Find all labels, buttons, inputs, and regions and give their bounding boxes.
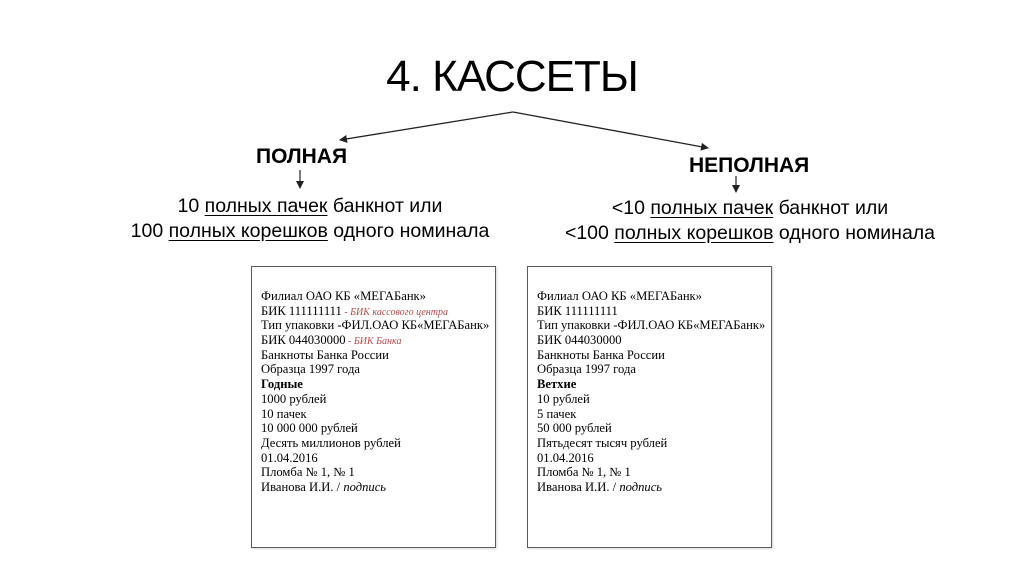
label-signer-name: Иванова И.И. [537, 479, 610, 494]
partial-line1-prefix: <10 [611, 197, 651, 219]
label-bik2: БИК 044030000 [261, 333, 346, 348]
label-signer-sep: / [333, 479, 344, 494]
label-seal: Пломба № 1, № 1 [537, 465, 631, 480]
label-bik-bank [261, 333, 489, 348]
label-signer [261, 480, 489, 495]
label-notes: Банкноты Банка России [261, 347, 389, 362]
label-bik1-note: БИК кассового центра [350, 306, 448, 318]
partial-line2-underlined: полных корешков [614, 222, 774, 244]
label-denomination: 1000 рублей [261, 391, 327, 406]
label-series: Образца 1997 года [537, 362, 636, 377]
label-signature: подпись [343, 479, 387, 494]
full-line2-suffix: одного номинала [327, 220, 490, 242]
label-amount-words: Пятьдесят тысяч рублей [537, 435, 668, 450]
label-pack-type: Тип упаковки -ФИЛ.ОАО КБ«МЕГАБанк» [537, 318, 766, 333]
label-signer-sep: / [609, 479, 620, 494]
full-line1-suffix: банкнот или [327, 195, 443, 217]
partial-cassette-label [527, 266, 772, 548]
partial-description [500, 196, 1000, 246]
page-title: 4. КАССЕТЫ [386, 52, 638, 101]
label-branch: Филиал ОАО КБ «МЕГАБанк» [261, 289, 426, 303]
label-branch: Филиал ОАО КБ «МЕГАБанк» [537, 289, 702, 303]
label-notes: Банкноты Банка России [537, 347, 665, 362]
label-status: Ветхие [537, 377, 577, 392]
label-signature: подпись [619, 479, 663, 494]
label-bik-bank: БИК 044030000 [537, 333, 622, 348]
heading-full: ПОЛНАЯ [256, 145, 348, 168]
partial-line1-underlined: полных пачек [650, 197, 774, 219]
full-line2-prefix: 100 [130, 220, 169, 242]
label-bik-cash-center: БИК 111111111 [537, 303, 618, 318]
label-series: Образца 1997 года [261, 362, 360, 377]
partial-desc-line2 [500, 221, 1000, 246]
label-signer-name: Иванова И.И. [261, 479, 334, 494]
label-amount: 50 000 рублей [537, 421, 612, 436]
partial-line2-prefix: <100 [564, 222, 615, 244]
full-desc-line1 [60, 194, 560, 219]
label-bik-cash-center [261, 304, 489, 319]
full-line2-underlined: полных корешков [168, 220, 328, 242]
label-bik1: БИК 111111111 [261, 303, 342, 318]
label-seal: Пломба № 1, № 1 [261, 465, 355, 480]
arrow-to-full [340, 112, 513, 140]
partial-desc-line1 [500, 196, 1000, 221]
label-amount: 10 000 000 рублей [261, 421, 358, 436]
full-line1-underlined: полных пачек [204, 195, 328, 217]
arrow-to-partial [513, 112, 708, 148]
label-denomination: 10 рублей [537, 391, 590, 406]
partial-line1-suffix: банкнот или [773, 197, 889, 219]
label-date: 01.04.2016 [537, 450, 594, 465]
label-bik2-note: БИК Банка [353, 336, 402, 348]
label-packs: 5 пачек [537, 406, 577, 421]
full-description [60, 194, 560, 244]
full-line1-prefix: 10 [177, 195, 205, 217]
label-bik1-sep: - [341, 306, 351, 318]
full-cassette-label [251, 266, 496, 548]
label-bik2-sep: - [345, 336, 354, 348]
label-amount-words: Десять миллионов рублей [261, 435, 401, 450]
label-signer [537, 480, 765, 495]
label-pack-type: Тип упаковки -ФИЛ.ОАО КБ«МЕГАБанк» [261, 318, 490, 333]
heading-partial: НЕПОЛНАЯ [689, 154, 810, 177]
partial-line2-suffix: одного номинала [773, 222, 936, 244]
full-desc-line2 [60, 219, 560, 244]
label-status: Годные [261, 377, 303, 392]
label-date: 01.04.2016 [261, 450, 318, 465]
label-packs: 10 пачек [261, 406, 307, 421]
